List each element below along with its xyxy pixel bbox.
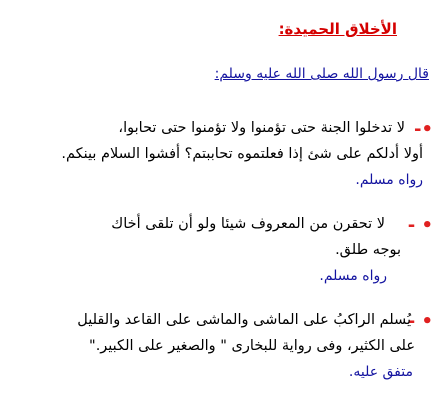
hadith-text-line: على الكثير، وفى رواية للبخارى " والصغير على الكبير." [89,338,415,354]
hadith-text-line: أولا أدلكم على شئ إذا فعلتموه تحاببتم؟ أفشوا السلام بينكم. [61,146,423,162]
hadith-source: رواه مسلم. [355,172,423,188]
bullet-icon: • - [407,215,433,236]
hadith-text-line: لا تدخلوا الجنة حتى تؤمنوا ولا تؤمنوا حتى تحابوا، [118,120,405,136]
hadith-text-line: لا تحقرن من المعروف شيئا ولو أن تلقى أخاك [111,216,385,232]
hadith-source: متفق عليه. [348,364,413,380]
hadith-source: رواه مسلم. [319,268,387,284]
bullet-icon: • - [407,311,433,332]
page-title: الأخلاق الحميدة: [278,20,397,38]
hadith-text-line: بوجه طلق. [335,242,401,258]
bullet-icon: •- [414,119,433,140]
hadith-intro: قال رسول الله صلى الله عليه وسلم: [214,66,429,82]
hadith-text-line: يُسلم الراكبُ على الماشى والماشى على القاعد والقليل [77,312,411,328]
